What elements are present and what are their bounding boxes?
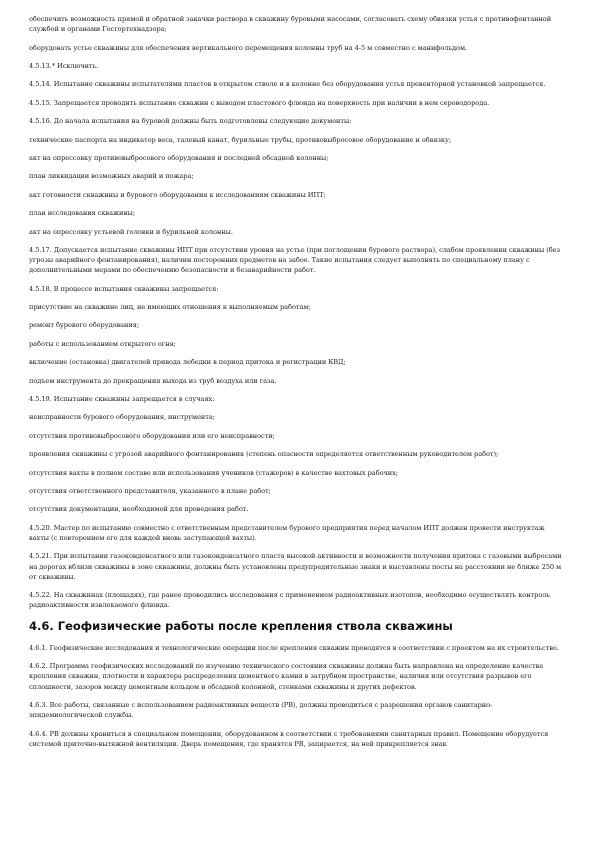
- paragraph: проявления скважины с угрозой аварийного фонтанирования (степень опасности определяется ответственным руководителем работ);: [29, 450, 499, 459]
- paragraph: неисправности бурового оборудования, инструмента;: [29, 413, 215, 422]
- paragraph: 4.5.17. Допускается испытание скважины ИПТ при отсутствии уровня на устье (при поглощении бурового раствора), слабом проявлении скважины (без угрозы аварийного фонтанирования), наличии посторонних предметов на забое. Такие испытания следует выполнять по специальному плану с дополнительными мерами по обеспечению безопасности и безаварийности работ.: [29, 245, 561, 275]
- document-page: [29, 14, 565, 757]
- paragraph: план исследования скважины;: [29, 209, 136, 218]
- paragraph: акт на опрессовку противовыбросового оборудования и последней обсадной колонны;: [29, 153, 329, 162]
- paragraph: подъем инструмента до прекращения выхода из труб воздуха или газа.: [29, 376, 277, 385]
- paragraph: присутствие на скважине лиц, не имеющих отношения к выполняемым работам;: [29, 303, 311, 312]
- paragraph: отсутствия ответственного представителя, указанного в плане работ;: [29, 486, 271, 495]
- paragraph: технические паспорта на индикатор веса, талевый канат, бурильные трубы, противовыбросовое оборудование и обвязку;: [29, 135, 451, 144]
- paragraphs-bottom: [29, 643, 565, 749]
- paragraph: обеспечить возможность прямой и обратной закачки раствора в скважину буровыми насосами, согласовать схему обвязки устья с противофонтанной службой и органами Госгортехнадзора;: [29, 15, 552, 34]
- paragraph: 4.5.19. Испытание скважины запрещается в случаях:: [29, 395, 215, 404]
- paragraph: 4.6.4. РВ должны храниться в специальном помещении, оборудованном в соответствии с требованиями санитарных правил. Помещение оборудуется системой приточно-вытяжной вентиляции. Дверь помещения, где хранятся РВ, запирается, на ней прикрепляется знак: [29, 729, 549, 748]
- paragraph: работы с использованием открытого огня;: [29, 339, 176, 348]
- paragraph: 4.5.22. На скважинах (площадях), где ранее проводились исследования с применением радиоактивных изотопов, необходимо осуществлять контроль радиоактивности извлекаемого флюида.: [29, 591, 550, 610]
- paragraph: 4.5.14. Испытание скважины испытателями пластов в открытом стволе и в колонне без оборудования устья превенторной установкой запрещается.: [29, 80, 546, 89]
- paragraph: 4.5.16. До начала испытания на буровой должны быть подготовлены следующие документы:: [29, 117, 352, 126]
- paragraph: 4.5.20. Мастер по испытанию совместно с ответственным представителем бурового предприятия перед началом ИПТ должен провести инструктаж вахты (с повторением его для каждой вновь заступающей вахты).: [29, 523, 545, 542]
- paragraph: 4.5.18. В процессе испытания скважины запрещается:: [29, 284, 219, 293]
- paragraph: 4.6.2. Программа геофизических исследований по изучению технического состояния скважины должна быть направлена на определение качества крепления скважин, плотности и характера распределения цементного камня в затрубном пространстве, наличия или отсутствия разрывов его сплошности, зазоров между цементным кольцом и обсадной колонной, стенками скважины и других дефектов.: [29, 662, 544, 691]
- paragraphs-top: [29, 14, 565, 611]
- paragraph: оборудовать устье скважины для обеспечения вертикального перемещения колонны труб на 4-5 м совместно с манифольдом.: [29, 43, 468, 52]
- paragraph: акт на опрессовку устьевой головки и бурильной колонны.: [29, 227, 233, 236]
- paragraph: отсутствия вахты в полном составе или использования учеников (стажеров) в качестве вахтовых рабочих;: [29, 468, 398, 477]
- paragraph: отсутствия противовыбросового оборудования или его неисправности;: [29, 431, 275, 440]
- paragraph: отсутствия документации, необходимой для проведения работ.: [29, 505, 249, 514]
- paragraph: 4.5.13.* Исключить.: [29, 61, 99, 70]
- paragraph: план ликвидации возможных аварий и пожара;: [29, 172, 194, 181]
- paragraph: 4.6.1. Геофизические исследования и технологические операции после крепления скважин проводятся в соответствии с проектом на их строительство.: [29, 643, 559, 652]
- paragraph: 4.5.15. Запрещается проводить испытание скважин с выводом пластового флюида на поверхность при наличии в нем сероводорода.: [29, 98, 490, 107]
- paragraph: включение (остановка) двигателей привода лебедки в период притока и регистрации КВД;: [29, 358, 346, 367]
- paragraph: 4.6.3. Все работы, связанные с использованием радиоактивных веществ (РВ), должны проводиться с разрешения органов санитарно-эпидемиологической службы.: [29, 700, 493, 720]
- paragraph: 4.5.21. При испытании газоконденсатного или газоконденсатного пласта высокой активности и возможности получения притока с газовыми выбросами на дорогах вблизи скважины в зоне скважины, должны быть установлены предупредительные знаки и выставлены посты на расстоянии не ближе 250 м от скважины.: [29, 552, 562, 581]
- paragraph: ремонт бурового оборудования;: [29, 321, 140, 330]
- section-heading: 4.6. Геофизические работы после крепления ствола скважины: [29, 618, 453, 633]
- paragraph: акт готовности скважины и бурового оборудования к исследованиям скважины ИПТ;: [29, 190, 326, 199]
